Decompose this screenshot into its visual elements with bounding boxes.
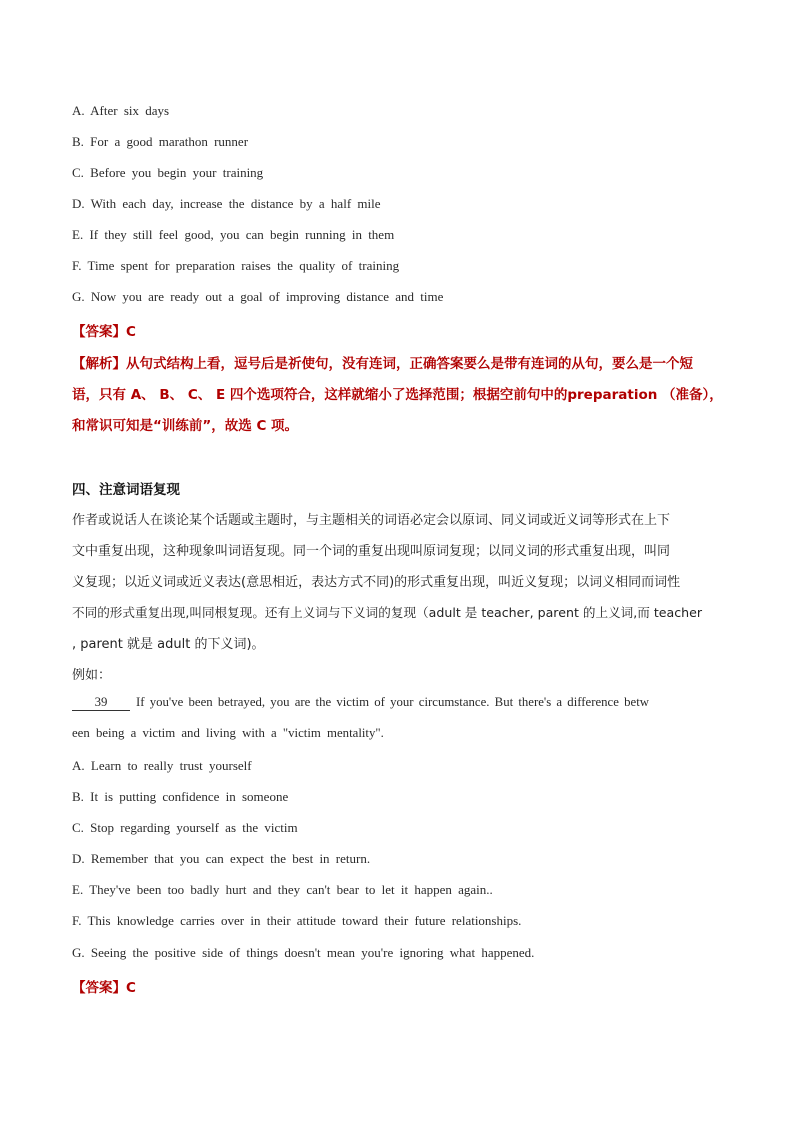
section-body-line-2: 文中重复出现，这种现象叫词语复现。同一个词的重复出现叫原词复现；以同义词的形式重复出现，叫同 — [72, 544, 671, 559]
option2-f: F. This knowledge carries over in their attitude toward their future relationships. — [72, 913, 522, 928]
question-text-1: If you've been betrayed, you are the victim of your circumstance. But there's a difference betw — [136, 695, 649, 709]
analysis-line-1: 【解析】从句式结构上看，逗号后是祈使句，没有连词，正确答案要么是带有连词的从句，要么是一个短 — [72, 356, 693, 372]
option-f: F. Time spent for preparation raises the quality of training — [72, 258, 400, 273]
option-c: C. Before you begin your training — [72, 165, 264, 180]
section-heading: 四、注意词语复现 — [72, 482, 180, 498]
option-a: A. After six days — [72, 103, 170, 118]
analysis-line-3: 和常识可知是“训练前”，故选 C 项。 — [72, 418, 299, 434]
option-g: G. Now you are ready out a goal of improving distance and time — [72, 289, 444, 304]
option2-b: B. It is putting confidence in someone — [72, 789, 289, 804]
option2-e: E. They've been too badly hurt and they can't bear to let it happen again.. — [72, 882, 493, 897]
section-body-line-1: 作者或说话人在谈论某个话题或主题时，与主题相关的词语必定会以原词、同义词或近义词等形式在上下 — [72, 513, 671, 528]
option-e: E. If they still feel good, you can begin running in them — [72, 227, 395, 242]
section-body-line-4: 不同的形式重复出现,叫同根复现。还有上义词与下义词的复现（adult 是 teacher, parent 的上义词,而 teacher — [72, 605, 703, 620]
question-line-2: een being a victim and living with a "victim mentality". — [72, 726, 384, 740]
question-line-1 — [72, 695, 649, 711]
option2-g: G. Seeing the positive side of things doesn't mean you're ignoring what happened. — [72, 945, 535, 960]
analysis-line-2: 语，只有 A、 B、 C、 E 四个选项符合，这样就缩小了选择范围；根据空前句中的preparation （准备）， — [72, 387, 723, 403]
question-blank: 39 — [72, 695, 130, 711]
section-body-line-3: 义复现；以近义词或近义表达(意思相近，表达方式不同)的形式重复出现，叫近义复现；以词义相同而词性 — [72, 575, 681, 590]
option-d: D. With each day, increase the distance by a half mile — [72, 196, 381, 211]
example-label: 例如： — [72, 668, 112, 683]
answer-2: 【答案】C — [72, 980, 136, 996]
option-b: B. For a good marathon runner — [72, 134, 249, 149]
option2-a: A. Learn to really trust yourself — [72, 758, 252, 773]
option2-c: C. Stop regarding yourself as the victim — [72, 820, 298, 835]
section-body-line-5: , parent 就是 adult 的下义词)。 — [72, 637, 265, 652]
answer-1: 【答案】C — [72, 324, 136, 340]
option2-d: D. Remember that you can expect the best in return. — [72, 851, 371, 866]
